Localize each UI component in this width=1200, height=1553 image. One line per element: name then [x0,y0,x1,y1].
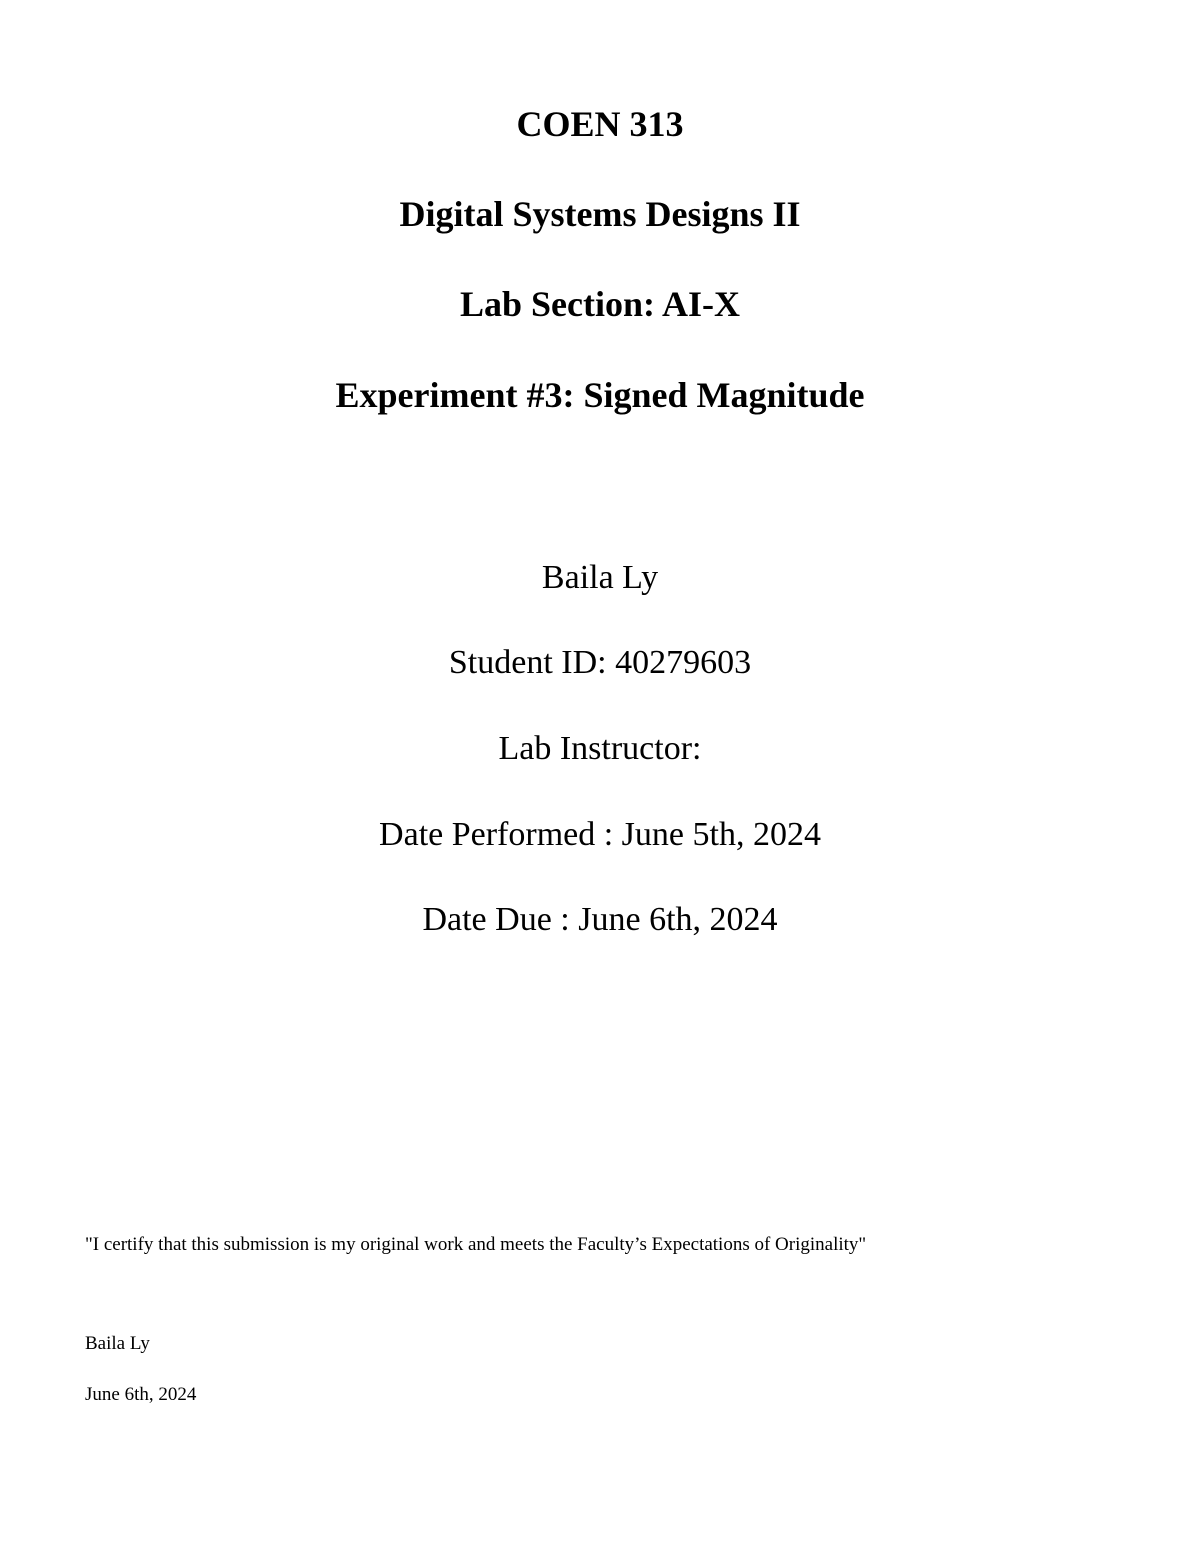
signature-date: June 6th, 2024 [85,1384,197,1405]
originality-statement: "I certify that this submission is my original work and meets the Faculty’s Expectations of Originality" [85,1234,867,1255]
signature-name: Baila Ly [85,1333,150,1354]
lab-section-heading: Lab Section: AI-X [459,284,741,324]
date-performed: Date Performed : June 5th, 2024 [379,816,821,853]
student-name: Baila Ly [541,559,659,596]
lab-instructor: Lab Instructor: [498,730,702,767]
course-code-heading: COEN 313 [516,104,684,144]
experiment-heading: Experiment #3: Signed Magnitude [335,375,865,415]
student-id: Student ID: 40279603 [448,644,752,681]
course-name-heading: Digital Systems Designs II [399,194,801,234]
date-due: Date Due : June 6th, 2024 [422,901,778,938]
